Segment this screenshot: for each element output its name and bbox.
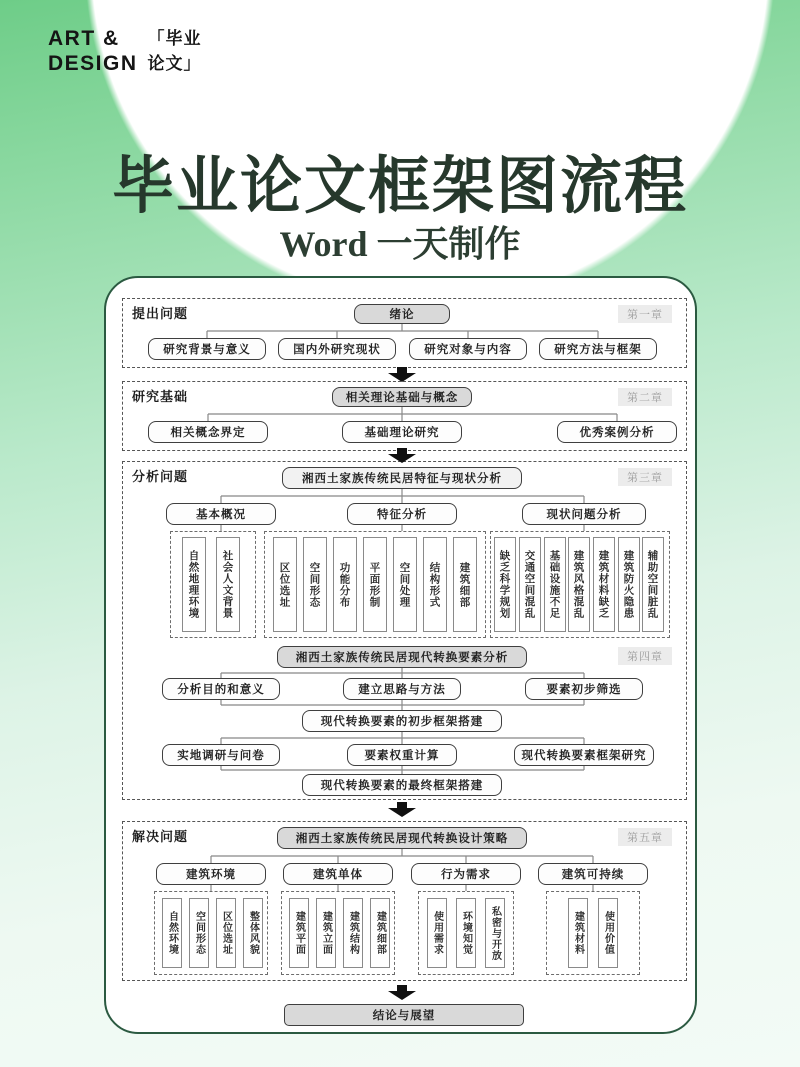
down-arrow-icon [388, 802, 416, 817]
section3-label: 分析问题 [132, 469, 189, 484]
flowchart-card [104, 276, 697, 1034]
s2-child-box: 优秀案例分析 [557, 421, 677, 443]
s3-group3-item: 交通空间混乱 [519, 537, 541, 632]
logo-cn-line2: 论文」 [147, 54, 202, 73]
logo [48, 26, 202, 76]
logo-text-en [48, 26, 138, 76]
s5-group2-item: 建筑细部 [370, 898, 390, 968]
s5-child-box: 建筑单体 [283, 863, 393, 885]
logo-text-cn [148, 26, 202, 76]
down-arrow-icon [388, 448, 416, 463]
logo-line1: ART & [48, 27, 120, 50]
s5-group2-item: 建筑平面 [289, 898, 309, 968]
s3-group2-item: 功能分布 [333, 537, 357, 632]
chapter3-tag: 第三章 [618, 468, 672, 486]
s4-mid1-box: 现代转换要素的初步框架搭建 [302, 710, 502, 732]
section1-label: 提出问题 [132, 306, 189, 321]
s3-child-box: 现状问题分析 [522, 503, 646, 525]
s3-group2-item: 区位选址 [273, 537, 297, 632]
s4-child2-box: 现代转换要素框架研究 [514, 744, 654, 766]
down-arrow-icon [388, 985, 416, 1000]
s5-group1-item: 区位选址 [216, 898, 236, 968]
conclusion-box: 结论与展望 [284, 1004, 524, 1026]
chapter4-tag: 第四章 [618, 647, 672, 665]
s5-parent-box: 湘西土家族传统民居现代转换设计策略 [277, 827, 527, 849]
s3-group1-item: 社会人文背景 [216, 537, 240, 632]
s2-child-box: 基础理论研究 [342, 421, 462, 443]
s3-group1-item: 自然地理环境 [182, 537, 206, 632]
s3-group3-item: 辅助空间脏乱 [642, 537, 664, 632]
s1-child-box: 研究方法与框架 [539, 338, 657, 360]
s3-group2-item: 空间处理 [393, 537, 417, 632]
s4-child-box: 建立思路与方法 [343, 678, 461, 700]
s3-group2-item: 建筑细部 [453, 537, 477, 632]
s2-child-box: 相关概念界定 [148, 421, 268, 443]
s5-child-box: 行为需求 [411, 863, 521, 885]
s4-mid2-box: 现代转换要素的最终框架搭建 [302, 774, 502, 796]
s1-parent-box: 绪论 [354, 304, 450, 324]
s5-group2-item: 建筑结构 [343, 898, 363, 968]
chapter5-tag: 第五章 [618, 828, 672, 846]
s4-child2-box: 实地调研与问卷 [162, 744, 280, 766]
down-arrow-icon [388, 367, 416, 382]
poster-subtitle: Word 一天制作 [279, 224, 521, 264]
s3-child-box: 特征分析 [347, 503, 457, 525]
s5-group1-item: 空间形态 [189, 898, 209, 968]
s5-group4-item: 使用价值 [598, 898, 618, 968]
s4-child-box: 要素初步筛选 [525, 678, 643, 700]
s5-child-box: 建筑可持续 [538, 863, 648, 885]
s3-group2-item: 平面形制 [363, 537, 387, 632]
s3-child-box: 基本概况 [166, 503, 276, 525]
poster-title: 毕业论文框架图流程 [111, 153, 688, 221]
s2-parent-box: 相关理论基础与概念 [332, 387, 472, 407]
s5-group3-item: 使用需求 [427, 898, 447, 968]
s5-group2-item: 建筑立面 [316, 898, 336, 968]
s5-child-box: 建筑环境 [156, 863, 266, 885]
logo-cn-line1: 「毕业 [147, 29, 202, 48]
s3-group3-item: 缺乏科学规划 [494, 537, 516, 632]
s1-child-box: 研究背景与意义 [148, 338, 266, 360]
s3-group3-item: 建筑防火隐患 [618, 537, 640, 632]
s5-group3-item: 环境知觉 [456, 898, 476, 968]
s3-parent-box: 湘西土家族传统民居特征与现状分析 [282, 467, 522, 489]
s3-group3-item: 建筑风格混乱 [568, 537, 590, 632]
s3-group2-item: 结构形式 [423, 537, 447, 632]
section2-label: 研究基础 [132, 389, 189, 404]
s4-child-box: 分析目的和意义 [162, 678, 280, 700]
s5-group1-item: 自然环境 [162, 898, 182, 968]
section5-label: 解决问题 [132, 829, 189, 844]
s5-group4-frame [546, 891, 640, 975]
s5-group1-item: 整体风貌 [243, 898, 263, 968]
s3-group2-item: 空间形态 [303, 537, 327, 632]
s4-child2-box: 要素权重计算 [347, 744, 457, 766]
logo-line2: DESIGN [48, 52, 138, 75]
s5-group3-item: 私密与开放 [485, 898, 505, 968]
s3-group3-item: 基础设施不足 [544, 537, 566, 632]
s1-child-box: 研究对象与内容 [409, 338, 527, 360]
s4-parent-box: 湘西土家族传统民居现代转换要素分析 [277, 646, 527, 668]
chapter2-tag: 第二章 [618, 388, 672, 406]
s1-child-box: 国内外研究现状 [278, 338, 396, 360]
s3-group3-item: 建筑材料缺乏 [593, 537, 615, 632]
s5-group4-item: 建筑材料 [568, 898, 588, 968]
chapter1-tag: 第一章 [618, 305, 672, 323]
